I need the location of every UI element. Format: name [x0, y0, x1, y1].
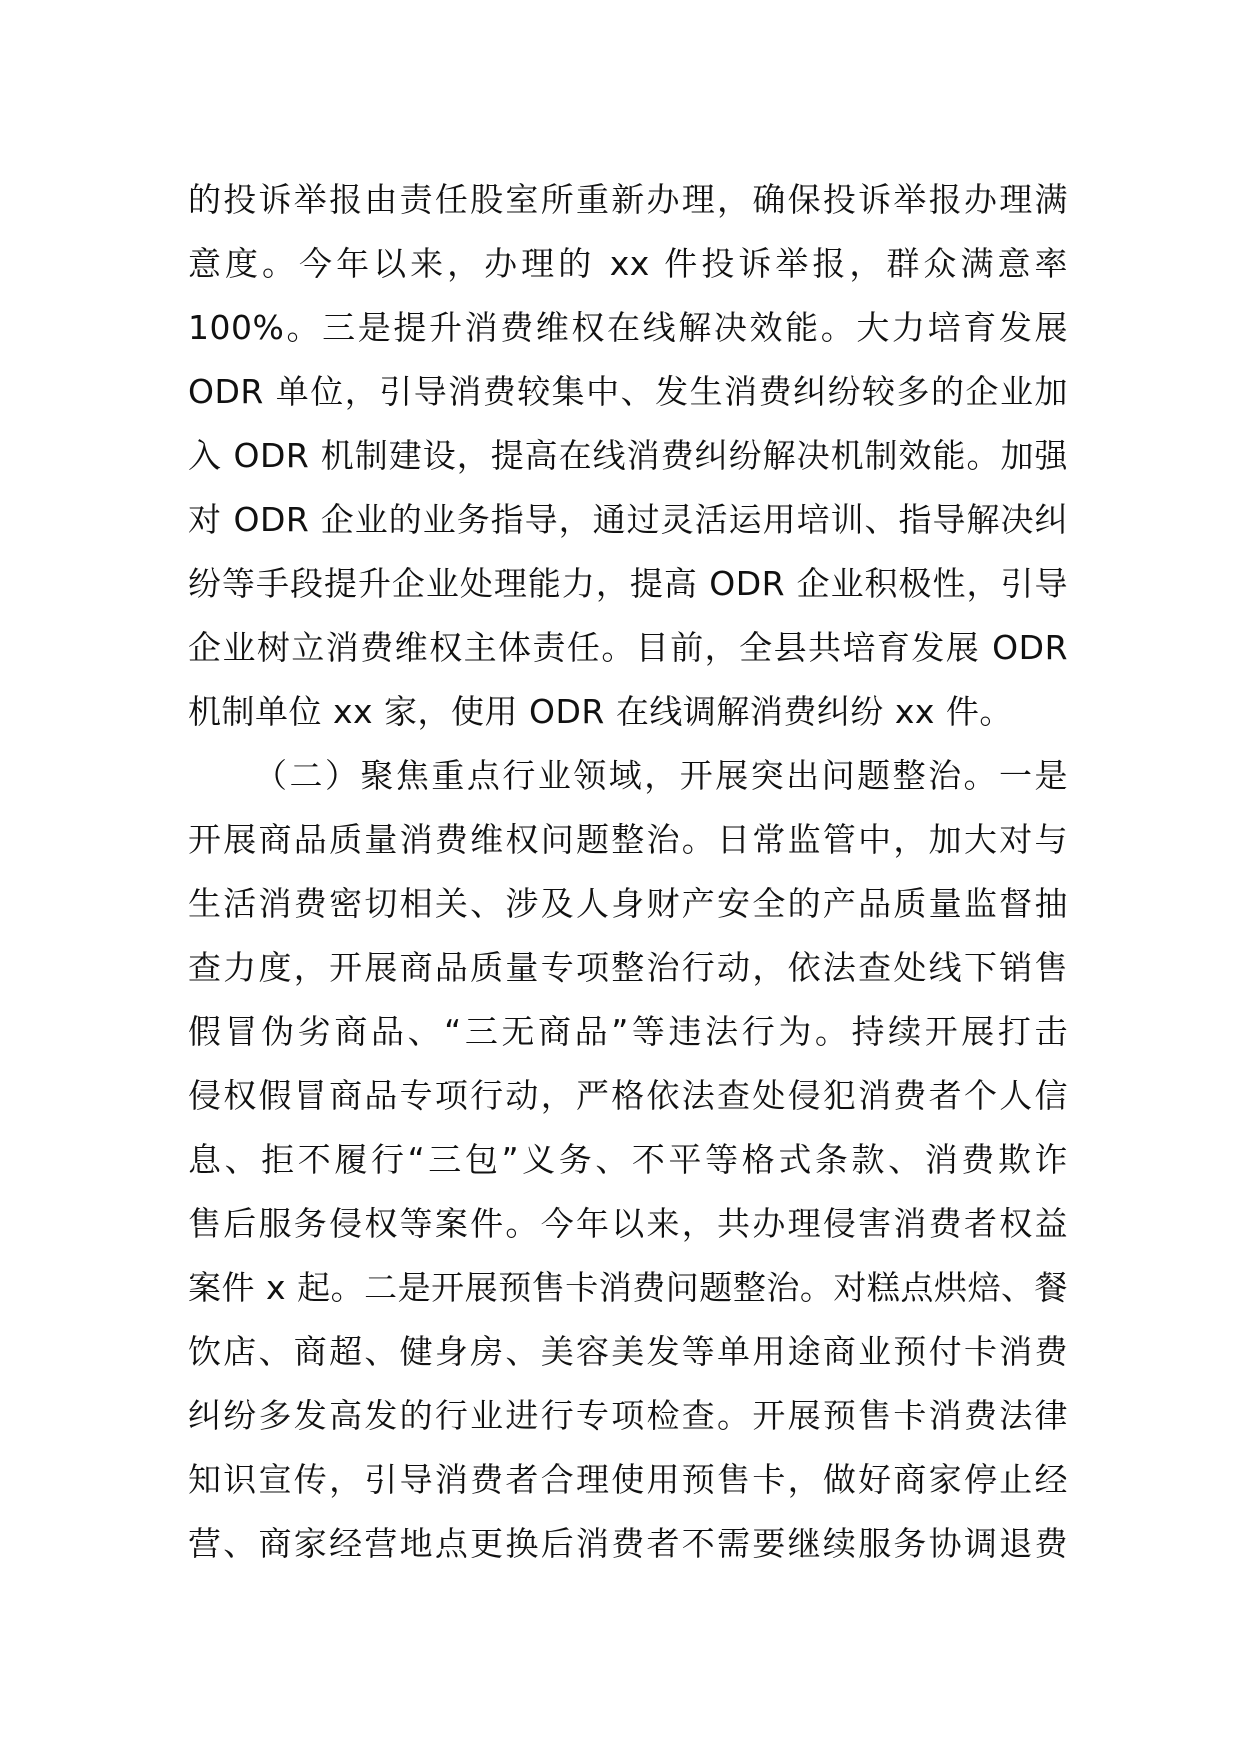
- text-line: ODR 单位，引导消费较集中、发生消费纠纷较多的企业加: [188, 372, 1068, 411]
- text-line: 生活消费密切相关、涉及人身财产安全的产品质量监督抽: [188, 884, 1068, 923]
- text-line: 营、商家经营地点更换后消费者不需要继续服务协调退费: [188, 1524, 1068, 1563]
- text-line: 纠纷多发高发的行业进行专项检查。开展预售卡消费法律: [188, 1396, 1068, 1435]
- paragraph-end-line: 机制单位 xx 家，使用 ODR 在线调解消费纠纷 xx 件。: [188, 692, 1013, 731]
- text-line: 的投诉举报由责任股室所重新办理，确保投诉举报办理满: [188, 180, 1068, 219]
- text-line: 查力度，开展商品质量专项整治行动，依法查处线下销售: [188, 948, 1068, 987]
- text-line: 意度。今年以来，办理的 xx 件投诉举报，群众满意率: [188, 244, 1068, 283]
- text-line: 假冒伪劣商品、“三无商品”等违法行为。持续开展打击: [188, 1012, 1068, 1051]
- text-line: 息、拒不履行“三包”义务、不平等格式条款、消费欺诈: [188, 1140, 1068, 1179]
- text-line: 100%。三是提升消费维权在线解决效能。大力培育发展: [188, 308, 1068, 347]
- section-heading-line: （二）聚焦重点行业领域，开展突出问题整治。一是: [254, 756, 1068, 795]
- text-line: 售后服务侵权等案件。今年以来，共办理侵害消费者权益: [188, 1204, 1068, 1243]
- text-line: 知识宣传，引导消费者合理使用预售卡，做好商家停止经: [188, 1460, 1068, 1499]
- text-line: 对 ODR 企业的业务指导，通过灵活运用培训、指导解决纠: [188, 500, 1068, 539]
- text-line: 企业树立消费维权主体责任。目前，全县共培育发展 ODR: [188, 628, 1068, 667]
- text-line: 饮店、商超、健身房、美容美发等单用途商业预付卡消费: [188, 1332, 1068, 1371]
- text-line: 案件 x 起。二是开展预售卡消费问题整治。对糕点烘焙、餐: [188, 1268, 1068, 1307]
- text-line: 纷等手段提升企业处理能力，提高 ODR 企业积极性，引导: [188, 564, 1068, 603]
- text-line: 开展商品质量消费维权问题整治。日常监管中，加大对与: [188, 820, 1068, 859]
- text-line: 侵权假冒商品专项行动，严格依法查处侵犯消费者个人信: [188, 1076, 1068, 1115]
- body-text: [188, 168, 1068, 1576]
- text-line: 入 ODR 机制建设，提高在线消费纠纷解决机制效能。加强: [188, 436, 1068, 475]
